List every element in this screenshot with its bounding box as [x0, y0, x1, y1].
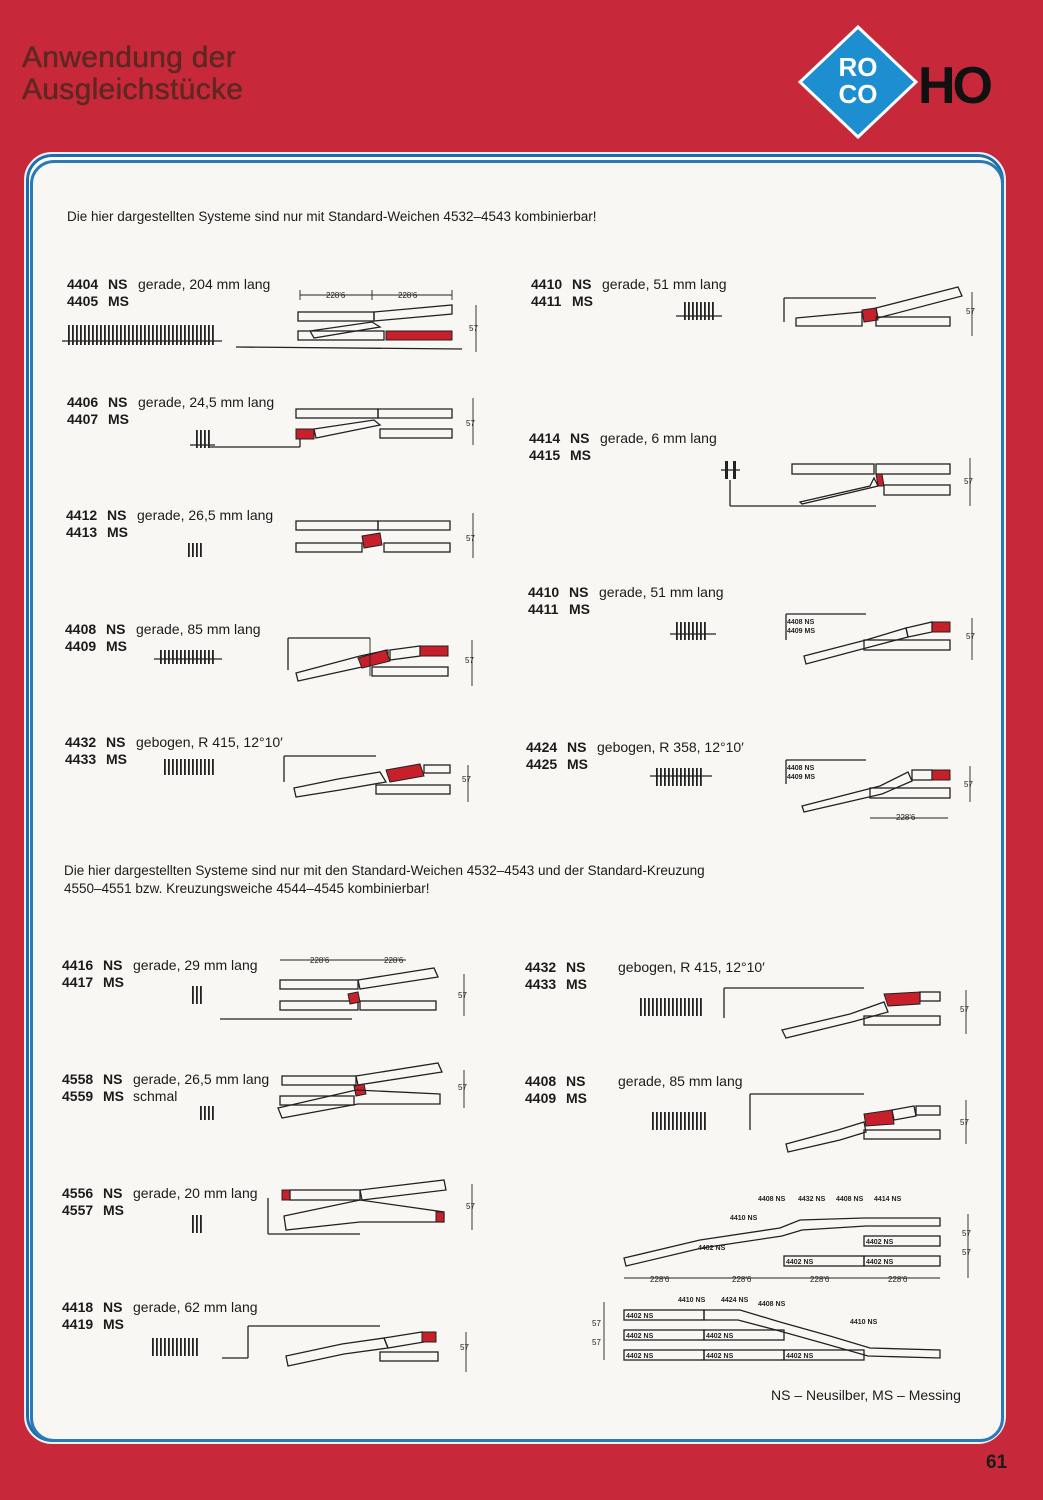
diagram-label: 4402 NS — [626, 1333, 654, 1340]
diagram-4558 — [278, 1063, 467, 1118]
track-icon-4406 — [190, 430, 215, 448]
page-number: 61 — [986, 1452, 1008, 1473]
part-description: gerade, 26,5 mm lang — [137, 507, 274, 523]
diagram-label: 4402 NS — [786, 1353, 814, 1360]
track-icon-4432-b — [640, 998, 702, 1016]
material: MS — [103, 1202, 124, 1218]
part-description: gerade, 29 mm lang — [133, 957, 258, 973]
diagram-label: 4402 NS — [706, 1333, 734, 1340]
part-number: 4559 — [62, 1088, 94, 1104]
dim-label: 228'6 — [326, 291, 346, 300]
material: MS — [103, 974, 124, 990]
part-description: gerade, 204 mm lang — [138, 276, 271, 292]
part-number: 4410 — [531, 276, 563, 292]
part-number: 4433 — [525, 976, 557, 992]
diagram-label: 4409 MS — [787, 628, 816, 635]
dim-label: 57 — [964, 780, 973, 789]
track-icon-4418 — [152, 1338, 198, 1356]
dim-label: 57 — [458, 991, 467, 1000]
diagram-label: 4402 NS — [698, 1245, 726, 1252]
dim-label: 228'6 — [896, 813, 916, 822]
part-number: 4557 — [62, 1202, 94, 1218]
diagram-4432-b — [724, 988, 969, 1038]
diagram-label: 4402 NS — [626, 1313, 654, 1320]
diagram-label: 4402 NS — [706, 1353, 734, 1360]
diagram-label: 4402 NS — [866, 1239, 894, 1246]
part-number: 4425 — [526, 756, 558, 772]
dim-label: 57 — [469, 324, 478, 333]
track-icon-4416 — [190, 986, 204, 1004]
dim-label: 228'6 — [398, 291, 418, 300]
material: NS — [103, 1299, 123, 1315]
material: MS — [572, 293, 593, 309]
track-icon-4414 — [721, 461, 740, 479]
material: NS — [108, 394, 128, 410]
material: NS — [570, 430, 590, 446]
diagram-4424 — [786, 760, 973, 822]
diagram-label: 4408 NS — [836, 1196, 864, 1203]
part-number: 4432 — [525, 959, 557, 975]
track-icon-4410-a — [676, 302, 722, 320]
track-icon-4408-b — [650, 1112, 708, 1130]
track-icon-4412 — [187, 543, 203, 557]
part-number: 4407 — [67, 411, 99, 427]
material: NS — [103, 1071, 123, 1087]
material: MS — [106, 638, 127, 654]
part-number: 4411 — [531, 293, 562, 309]
dim-label: 57 — [966, 307, 975, 316]
part-number: 4410 — [528, 584, 560, 600]
section1-note: Die hier dargestellten Systeme sind nur mit Standard-Weichen 4532–4543 kombinierbar! — [67, 209, 597, 224]
dim-label: 228'6 — [310, 956, 330, 965]
material: MS — [569, 601, 590, 617]
logo-top-text: RO — [838, 52, 878, 82]
dim-label: 57 — [592, 1338, 601, 1347]
track-icon-4424 — [650, 768, 712, 786]
track-icon-4410-b — [670, 622, 716, 640]
part-description: gebogen, R 415, 12°10′ — [136, 734, 283, 750]
dim-label: 57 — [462, 775, 471, 784]
material: NS — [108, 276, 128, 292]
diagram-4406 — [210, 398, 475, 447]
material: MS — [566, 976, 587, 992]
diagram-label: 4410 NS — [678, 1297, 706, 1304]
material: NS — [569, 584, 589, 600]
diagram-label: 4408 NS — [787, 619, 815, 626]
part-description: gerade, 6 mm lang — [600, 430, 717, 446]
part-description-extra: schmal — [133, 1088, 178, 1104]
diagram-label: 4414 NS — [874, 1196, 902, 1203]
dim-label: 228'6 — [384, 956, 404, 965]
logo-bottom-text: CO — [838, 79, 878, 109]
part-number: 4409 — [65, 638, 97, 654]
section2-note-line1: Die hier dargestellten Systeme sind nur mit den Standard-Weichen 4532–4543 und der Standard-Kreuzung — [64, 863, 705, 878]
part-number: 4433 — [65, 751, 97, 767]
material: MS — [570, 447, 591, 463]
dim-label: 57 — [962, 1248, 971, 1257]
diagram-4404 — [236, 290, 478, 352]
material: MS — [108, 293, 129, 309]
material: MS — [103, 1088, 124, 1104]
part-number: 4411 — [528, 601, 559, 617]
dim-label: 57 — [460, 1343, 469, 1352]
part-number: 4412 — [66, 507, 98, 523]
dim-label: 228'6 — [732, 1275, 752, 1284]
dim-label: 57 — [465, 656, 474, 665]
part-number: 4418 — [62, 1299, 94, 1315]
material: MS — [107, 524, 128, 540]
part-description: gerade, 24,5 mm lang — [138, 394, 275, 410]
part-description: gerade, 51 mm lang — [602, 276, 727, 292]
part-number: 4419 — [62, 1316, 94, 1332]
part-number: 4417 — [62, 974, 94, 990]
diagram-label: 4410 NS — [850, 1319, 878, 1326]
dim-label: 57 — [466, 534, 475, 543]
section2-note-line2: 4550–4551 bzw. Kreuzungsweiche 4544–4545 kombinierbar! — [64, 881, 430, 896]
diagram-label: 4402 NS — [786, 1259, 814, 1266]
dim-label: 57 — [962, 1229, 971, 1238]
part-description: gerade, 85 mm lang — [618, 1073, 743, 1089]
part-number: 4408 — [525, 1073, 557, 1089]
dim-label: 57 — [466, 1202, 475, 1211]
part-description: gerade, 20 mm lang — [133, 1185, 258, 1201]
material: NS — [103, 957, 123, 973]
part-number: 4414 — [529, 430, 561, 446]
part-number: 4405 — [67, 293, 99, 309]
track-icon-4408 — [154, 650, 222, 664]
material: MS — [567, 756, 588, 772]
diagram-4432 — [284, 756, 471, 802]
dim-label: 57 — [960, 1118, 969, 1127]
page-title-line1: Anwendung der — [22, 41, 237, 74]
logo-scale-text: HO — [918, 57, 990, 115]
track-icon-4556 — [192, 1215, 204, 1233]
part-description: gebogen, R 358, 12°10′ — [597, 739, 744, 755]
diagram-4410-a — [784, 287, 975, 336]
part-description: gerade, 62 mm lang — [133, 1299, 258, 1315]
diagram-4414 — [730, 458, 973, 506]
dim-label: 57 — [458, 1083, 467, 1092]
part-number: 4432 — [65, 734, 97, 750]
part-description: gebogen, R 415, 12°10′ — [618, 959, 765, 975]
material: NS — [566, 1073, 586, 1089]
part-number: 4558 — [62, 1071, 94, 1087]
part-number: 4424 — [526, 739, 558, 755]
diagram-4556 — [268, 1180, 475, 1234]
part-number: 4409 — [525, 1090, 557, 1106]
part-number: 4413 — [66, 524, 98, 540]
diagram-label: 4402 NS — [866, 1259, 894, 1266]
diagram-label: 4402 NS — [626, 1353, 654, 1360]
part-description: gerade, 85 mm lang — [136, 621, 261, 637]
material: MS — [108, 411, 129, 427]
diagram-4412 — [296, 513, 475, 558]
material: MS — [106, 751, 127, 767]
diagram-4408-b — [750, 1094, 969, 1152]
track-icon-4404 — [62, 325, 222, 345]
material: NS — [103, 1185, 123, 1201]
diagram-label: 4424 NS — [721, 1297, 749, 1304]
part-number: 4404 — [67, 276, 99, 292]
material: MS — [566, 1090, 587, 1106]
diagram-4410-b — [786, 614, 975, 664]
diagram-label: 4408 NS — [758, 1196, 786, 1203]
part-number: 4408 — [65, 621, 97, 637]
material: NS — [107, 507, 127, 523]
part-description: gerade, 51 mm lang — [599, 584, 724, 600]
material: NS — [572, 276, 592, 292]
diagram-4416 — [220, 956, 467, 1019]
material: NS — [106, 734, 126, 750]
dim-label: 228'6 — [650, 1275, 670, 1284]
dim-label: 57 — [966, 632, 975, 641]
track-icon-4558 — [200, 1106, 216, 1120]
part-number: 4415 — [529, 447, 561, 463]
material: NS — [566, 959, 586, 975]
material: MS — [103, 1316, 124, 1332]
diagram-label: 4408 NS — [787, 765, 815, 772]
part-number: 4416 — [62, 957, 94, 973]
dim-label: 57 — [964, 477, 973, 486]
diagram-label: 4410 NS — [730, 1215, 758, 1222]
legend: NS – Neusilber, MS – Messing — [771, 1387, 961, 1403]
dim-label: 228'6 — [888, 1275, 908, 1284]
diagram-4408 — [288, 638, 474, 686]
dim-label: 57 — [466, 419, 475, 428]
diagram-label: 4408 NS — [758, 1301, 786, 1308]
material: NS — [567, 739, 587, 755]
dim-label: 57 — [592, 1319, 601, 1328]
part-number: 4556 — [62, 1185, 94, 1201]
track-icon-4432 — [162, 759, 214, 775]
part-number: 4406 — [67, 394, 99, 410]
material: NS — [106, 621, 126, 637]
diagram-4418 — [222, 1326, 469, 1372]
part-description: gerade, 26,5 mm lang — [133, 1071, 270, 1087]
diagram-combination-1 — [624, 1196, 971, 1284]
diagram-label: 4409 MS — [787, 774, 816, 781]
dim-label: 228'6 — [810, 1275, 830, 1284]
diagram-label: 4432 NS — [798, 1196, 826, 1203]
diagram-combination-2 — [592, 1297, 940, 1360]
dim-label: 57 — [960, 1005, 969, 1014]
page-title-line2: Ausgleichstücke — [22, 73, 244, 106]
